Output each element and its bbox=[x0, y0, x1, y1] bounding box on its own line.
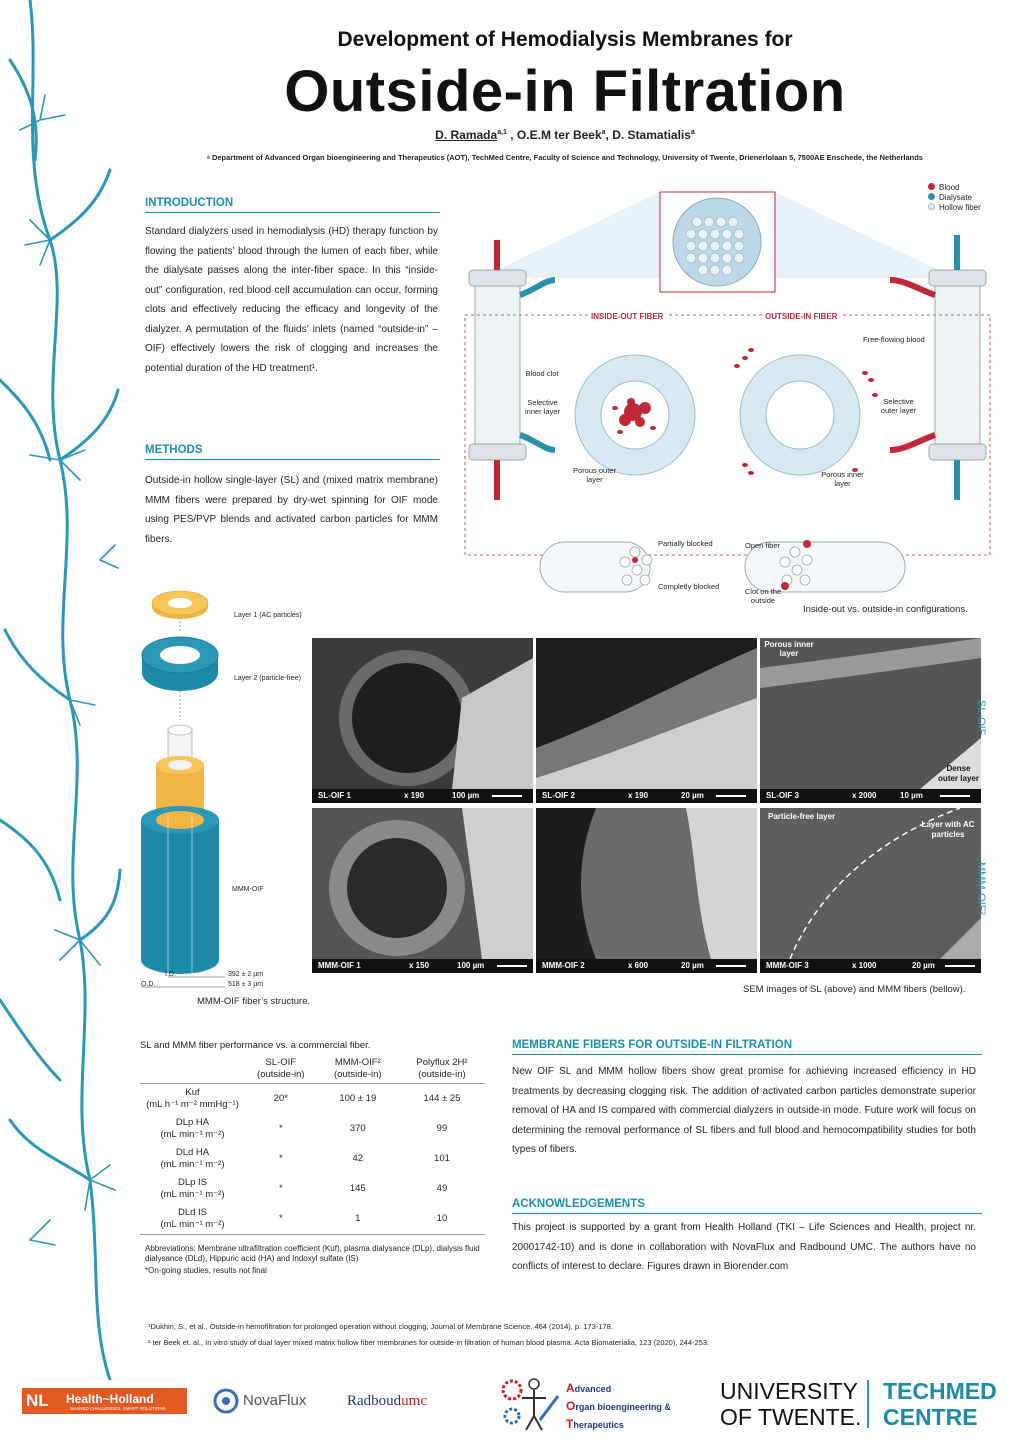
legend-dialysate-dot bbox=[928, 193, 935, 200]
introduction-text: Standard dialyzers used in hemodialysis (HD) therapy function by flowing the patients’ blood through the lumen of each fiber, while the dialysate passes along the inter-fiber space. In this “inside-out” configuration, red blood cell accumulation can occur, forming clots and effectively reducing the efficacy and longevity of the dialyzer. A permutation of the fluids’ inlets (named “outside-in” –OIF) effectively lowers the risk of clogging and increases the potential duration of the HD treatment¹. bbox=[145, 226, 438, 374]
selective-outer-label: Selective outer layer bbox=[880, 397, 917, 415]
sem-caption: SEM images of SL (above) and MMM fibers (bellow). bbox=[743, 984, 966, 995]
techmed-logo bbox=[883, 1378, 997, 1430]
health-holland-logo bbox=[22, 1388, 187, 1414]
aot-t-rest: herapeutics bbox=[573, 1420, 624, 1430]
sem-3-mag: x 2000 bbox=[852, 791, 877, 800]
sem-1-mag: x 190 bbox=[404, 791, 425, 800]
sem-3-scale: 10 µm bbox=[900, 791, 923, 800]
layer2-label: Layer 2 (particle-free) bbox=[234, 675, 301, 682]
row-param: DLd HA bbox=[175, 1147, 210, 1158]
header-sl-oif: SL-OIF (outside-in) bbox=[257, 1057, 305, 1080]
porous-outer-label: Porous outer layer bbox=[573, 466, 616, 484]
author-ramada: D. Ramada bbox=[435, 128, 498, 142]
sem-3-name: SL-OIF 3 bbox=[766, 791, 799, 800]
diagram-legend bbox=[928, 183, 981, 213]
author-ramada-sup: a,1 bbox=[497, 129, 507, 136]
diagram-caption: Inside-out vs. outside-in configurations. bbox=[803, 604, 968, 615]
aot-a: A bbox=[566, 1381, 575, 1395]
aot-text bbox=[566, 1380, 671, 1434]
sem-6-mag: x 1000 bbox=[852, 961, 877, 970]
aot-o: O bbox=[566, 1399, 576, 1413]
aot-figure-icon bbox=[500, 1376, 562, 1432]
sem-1-scale: 100 µm bbox=[452, 791, 480, 800]
dialyzer-right bbox=[935, 270, 980, 460]
university-twente-logo bbox=[720, 1378, 861, 1430]
sem-4-name: MMM-OIF 1 bbox=[318, 961, 361, 970]
cell: 49 bbox=[436, 1183, 448, 1194]
layer-ac-annotation: Layer with AC particles bbox=[921, 820, 975, 839]
sem-image-mmm-1 bbox=[312, 808, 533, 973]
sem-2-mag: x 190 bbox=[628, 791, 649, 800]
membrane-heading: MEMBRANE FIBERS FOR OUTSIDE-IN FILTRATION bbox=[512, 1039, 982, 1055]
novaflux-icon bbox=[213, 1388, 239, 1414]
sem-image-sl-1 bbox=[312, 638, 533, 803]
novaflux-logo bbox=[213, 1388, 318, 1416]
cell: 99 bbox=[436, 1123, 448, 1134]
particle-free-annotation: Particle-free layer bbox=[768, 812, 836, 821]
header-empty bbox=[140, 1055, 245, 1084]
partially-blocked-label: Partially blocked bbox=[658, 539, 713, 548]
sem-2-scale: 20 µm bbox=[681, 791, 704, 800]
sem-6-name: MMM-OIF 3 bbox=[766, 961, 809, 970]
structure-caption: MMM-OIF fiber’s structure. bbox=[197, 996, 311, 1007]
outside-in-label: OUTSIDE-IN FIBER bbox=[762, 312, 840, 321]
table-row bbox=[140, 1174, 485, 1204]
seaweed-decoration bbox=[0, 0, 125, 1380]
free-flowing-label: Free-flowing blood bbox=[863, 335, 925, 344]
legend-hollow-dot bbox=[928, 203, 935, 210]
row-unit: (mL h⁻¹ m⁻² mmHg⁻¹) bbox=[146, 1099, 239, 1110]
performance-table bbox=[140, 1055, 485, 1235]
dialyzer-left bbox=[475, 270, 520, 460]
author-stamatialis: , D. Stamatialis bbox=[605, 128, 691, 142]
sem-image-mmm-3 bbox=[760, 808, 981, 973]
row-unit: (mL min⁻¹ m⁻²) bbox=[160, 1189, 225, 1200]
cell: * bbox=[278, 1183, 283, 1194]
legend-blood: Blood bbox=[939, 183, 960, 192]
legend-hollow: Hollow fiber bbox=[939, 203, 981, 212]
cell: 101 bbox=[434, 1153, 450, 1164]
completely-blocked-label: Completly blocked bbox=[658, 582, 720, 591]
sem-image-sl-3 bbox=[760, 638, 981, 803]
dense-outer-annotation: Dense outer layer bbox=[938, 764, 979, 783]
porous-inner-label: Porous inner layer bbox=[821, 470, 864, 488]
poster-subtitle: Development of Hemodialysis Membranes for bbox=[337, 28, 793, 51]
methods-text: Outside-in hollow single-layer (SL) and (mixed matrix membrane) MMM fibers were prepared by dry-wet spinning for OIF mode using PES/PVP blends and activated carbon particles for MMM fibers. bbox=[145, 475, 438, 545]
blood-clot-label: Blood clot bbox=[525, 369, 559, 378]
header-mmm-oif: MMM-OIF² (outside-in) bbox=[334, 1057, 382, 1080]
cell: 370 bbox=[349, 1123, 366, 1134]
clot-outside-label: Clot on the outside bbox=[744, 587, 782, 605]
sem-2-name: SL-OIF 2 bbox=[542, 791, 575, 800]
table-note: *On-going studies, results not final bbox=[145, 1266, 267, 1275]
header-polyflux: Polyflux 2H² (outside-in) bbox=[416, 1057, 468, 1080]
porous-inner-annotation: Porous inner layer bbox=[764, 640, 814, 658]
table-row bbox=[140, 1144, 485, 1174]
fiber-structure-diagram bbox=[140, 585, 240, 995]
cell: 20* bbox=[273, 1093, 288, 1104]
selective-inner-label: Selective inner layer bbox=[524, 398, 561, 416]
row-unit: (mL min⁻¹ m⁻²) bbox=[160, 1129, 225, 1140]
aot-logo bbox=[500, 1376, 680, 1434]
id-label: I.D. bbox=[165, 971, 176, 978]
aot-a-rest: dvanced bbox=[574, 1384, 612, 1394]
radboud-logo bbox=[347, 1393, 427, 1410]
cell: 145 bbox=[349, 1183, 366, 1194]
health-nl-mark: NL bbox=[26, 1391, 49, 1410]
author-terbeek-sup: a bbox=[601, 129, 606, 136]
table-row bbox=[140, 1114, 485, 1144]
techmed-line2: CENTRE bbox=[883, 1404, 978, 1430]
sem-4-scale: 100 µm bbox=[457, 961, 485, 970]
table-row bbox=[140, 1084, 485, 1115]
logo-divider bbox=[867, 1380, 869, 1428]
inside-out-label: INSIDE-OUT FIBER bbox=[588, 312, 666, 321]
mmm-label: MMM-OIF bbox=[232, 886, 264, 893]
membrane-text: New OIF SL and MMM hollow fibers show great promise for achieving increased efficiency in HD treatments by decreasing clogging risk. The addition of activated carbon particles demonstrate superior removal of HA and IS compared with commercial dialyzers in outside-in mode. Future work will focus on determining the removal performance of SL fibers and full blood and hemocompatibility studies for both types of fibers. bbox=[512, 1066, 976, 1155]
sem-6-scale: 20 µm bbox=[912, 961, 935, 970]
mmm-oif-side-label: MMM-OIF² bbox=[975, 862, 987, 916]
author-stamatialis-sup: a bbox=[690, 129, 695, 136]
sem-5-name: MMM-OIF 2 bbox=[542, 961, 585, 970]
sem-4-mag: x 150 bbox=[409, 961, 430, 970]
cell: * bbox=[278, 1153, 283, 1164]
legend-dialysate: Dialysate bbox=[939, 193, 972, 202]
id-value: 392 ± 2 µm bbox=[228, 971, 264, 978]
reference-1: ¹Dukhin, S., et al., Outside-in hemofiltration for prolonged operation without clogging, Journal of Membrane Science, 464 (2014), p. 173-178. bbox=[148, 1322, 613, 1331]
table-header-row bbox=[140, 1055, 485, 1084]
table-row bbox=[140, 1204, 485, 1235]
cell: * bbox=[278, 1123, 283, 1134]
cell: 144 ± 25 bbox=[423, 1093, 461, 1104]
sl-oif-side-label: SL-OIF bbox=[975, 700, 987, 736]
cell: 10 bbox=[436, 1213, 448, 1224]
table-caption: SL and MMM fiber performance vs. a commercial fiber. bbox=[140, 1040, 371, 1051]
row-param: Kuf bbox=[185, 1087, 200, 1098]
author-terbeek: , O.E.M ter Beek bbox=[510, 128, 602, 142]
radboud-name: Radboud bbox=[347, 1393, 402, 1409]
acknowledgements-text: This project is supported by a grant from Health Holland (TKI – Life Sciences and Health, project nr. 20001742-10) and is done in collaboration with NovaFlux and Radbound UMC. The authors have no conflicts of interest to declare. Figures drawn in Biorender.com bbox=[512, 1222, 976, 1272]
introduction-heading: INTRODUCTION bbox=[145, 197, 440, 213]
row-unit: (mL min⁻¹ m⁻²) bbox=[160, 1219, 225, 1230]
legend-blood-dot bbox=[928, 183, 935, 190]
techmed-line1: TECHMED bbox=[883, 1378, 997, 1404]
radboud-umc: umc bbox=[401, 1393, 427, 1409]
cell: 42 bbox=[352, 1153, 364, 1164]
ut-line2: OF TWENTE. bbox=[720, 1404, 862, 1430]
cell: 1 bbox=[355, 1213, 361, 1224]
sem-1-name: SL-OIF 1 bbox=[318, 791, 351, 800]
acknowledgements-heading: ACKNOWLEDGEMENTS bbox=[512, 1198, 982, 1214]
health-holland-name: Health~Holland bbox=[66, 1392, 154, 1406]
od-label: O.D. bbox=[141, 981, 156, 988]
row-param: DLp IS bbox=[177, 1177, 208, 1188]
layer1-label: Layer 1 (AC particles) bbox=[234, 612, 302, 619]
sem-5-mag: x 600 bbox=[628, 961, 649, 970]
row-param: DLp HA bbox=[175, 1117, 210, 1128]
cell: 100 ± 19 bbox=[339, 1093, 377, 1104]
aot-t: T bbox=[566, 1417, 574, 1431]
sem-image-mmm-2 bbox=[536, 808, 757, 973]
cell: * bbox=[278, 1213, 283, 1224]
methods-heading: METHODS bbox=[145, 444, 440, 460]
table-abbreviations: Abbreviations: Membrane ultrafiltration coefficient (Kuf), plasma dialysance (DLp), dialysis fluid dialysance (DLd), Hippuric acid (HA) and Indoxyl sulfate (IS) bbox=[145, 1244, 480, 1263]
blue-layer bbox=[141, 820, 219, 960]
aot-o-rest: rgan bioengineering & bbox=[575, 1402, 671, 1412]
row-unit: (mL min⁻¹ m⁻²) bbox=[160, 1159, 225, 1170]
affiliation: ᵃ Department of Advanced Organ bioengineering and Therapeutics (AOT), TechMed Centre, Faculty of Science and Technology, University of Twente, Drienerlolaan 5, 7500AE Enschede, the Netherlands bbox=[207, 153, 923, 162]
open-fiber-label: Open fiber bbox=[745, 541, 781, 550]
novaflux-name: NovaFlux bbox=[243, 1392, 307, 1409]
sem-5-scale: 20 µm bbox=[681, 961, 704, 970]
reference-2: ² ter Beek et. al., In vitro study of dual layer mixed matrix hollow fiber membranes for outside-in filtration of human blood plasma. Acta Biomaterialia, 123 (2020), 244-253. bbox=[148, 1338, 710, 1347]
row-param: DLd IS bbox=[177, 1207, 208, 1218]
od-value: 518 ± 3 µm bbox=[228, 981, 264, 988]
poster-title: Outside-in Filtration bbox=[284, 59, 846, 124]
health-holland-tagline: SHARED CHALLENGES, SMART SOLUTIONS bbox=[70, 1406, 166, 1411]
sem-image-sl-2 bbox=[536, 638, 757, 803]
ut-line1: UNIVERSITY bbox=[720, 1378, 859, 1404]
author-list bbox=[140, 128, 990, 142]
